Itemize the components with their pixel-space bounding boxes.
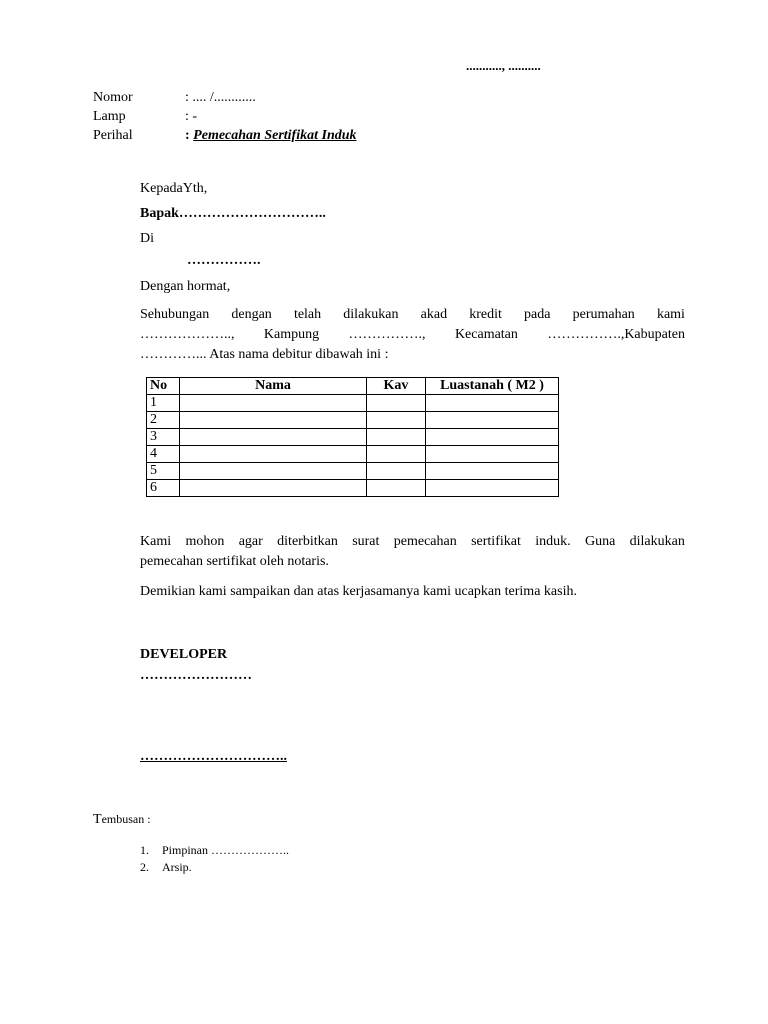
- developer-name-line: ……………………: [140, 668, 252, 683]
- thanks-sentence: Demikian kami sampaikan dan atas kerjasamanya kami ucapkan terima kasih.: [140, 584, 577, 599]
- row-number: 4: [147, 446, 180, 463]
- luas-cell: [426, 446, 559, 463]
- lamp-value: : -: [185, 109, 198, 124]
- luas-cell: [426, 395, 559, 412]
- word: …………….,Kabupaten: [547, 327, 685, 342]
- nama-cell: [180, 463, 367, 480]
- word: …………….,: [348, 327, 426, 342]
- nama-cell: [180, 480, 367, 497]
- kav-cell: [367, 395, 426, 412]
- word: dilakukan: [629, 534, 685, 549]
- intro-line-2: [140, 325, 685, 345]
- list-text: Pimpinan ………………..: [162, 843, 290, 857]
- kav-cell: [367, 463, 426, 480]
- word: perumahan: [572, 307, 635, 322]
- word: mohon: [185, 534, 225, 549]
- intro-paragraph: [140, 305, 685, 365]
- table-row: [147, 463, 559, 480]
- word: pemecahan: [393, 534, 457, 549]
- tembusan-first-letter: T: [93, 812, 102, 827]
- row-number: 6: [147, 480, 180, 497]
- word: dilakukan: [343, 307, 399, 322]
- closing-line-2: pemecahan sertifikat oleh notaris.: [140, 554, 329, 569]
- intro-line-3: …………... Atas nama debitur dibawah ini :: [140, 347, 389, 362]
- table-row: [147, 395, 559, 412]
- kav-cell: [367, 480, 426, 497]
- table-row: [147, 480, 559, 497]
- perihal-field: [185, 128, 357, 144]
- list-number: 1.: [140, 843, 149, 857]
- table-row: [147, 446, 559, 463]
- kav-cell: [367, 412, 426, 429]
- signature-line: …………………………..: [140, 749, 287, 764]
- column-header-no: No: [147, 378, 180, 395]
- column-header-nama: Nama: [180, 378, 367, 395]
- nama-cell: [180, 395, 367, 412]
- table-header-row: [147, 378, 559, 395]
- developer-title: DEVELOPER: [140, 647, 228, 662]
- table-row: [147, 429, 559, 446]
- column-header-luas-tanah: Luastanah ( M2 ): [426, 378, 559, 395]
- list-item: [140, 842, 289, 859]
- greeting: Dengan hormat,: [140, 279, 231, 294]
- list-text: Arsip.: [162, 860, 192, 874]
- row-number: 3: [147, 429, 180, 446]
- luas-cell: [426, 412, 559, 429]
- word: sertifikat: [471, 534, 521, 549]
- kav-cell: [367, 429, 426, 446]
- nomor-value: : .... /............: [185, 90, 256, 105]
- row-number: 5: [147, 463, 180, 480]
- closing-line-1: [140, 532, 685, 552]
- luas-cell: [426, 429, 559, 446]
- word: Kampung: [263, 327, 320, 342]
- salutation: KepadaYth,: [140, 181, 208, 196]
- word: dengan: [231, 307, 272, 322]
- recipient-place: …………….: [187, 253, 261, 268]
- tembusan-heading: [93, 812, 151, 828]
- table-row: [147, 412, 559, 429]
- column-header-kav: Kav: [367, 378, 426, 395]
- word: agar: [238, 534, 263, 549]
- list-item: [140, 859, 289, 876]
- word: akad: [420, 307, 448, 322]
- lamp-label: Lamp: [93, 109, 126, 124]
- luas-cell: [426, 463, 559, 480]
- word: pada: [524, 307, 551, 322]
- perihal-value: Pemecahan Sertifikat Induk: [193, 128, 357, 143]
- word: ………………..,: [140, 327, 235, 342]
- closing-paragraph: [140, 532, 685, 572]
- word: kami: [656, 307, 685, 322]
- word: induk.: [535, 534, 571, 549]
- perihal-colon: :: [185, 128, 190, 143]
- word: Kecamatan: [454, 327, 518, 342]
- nomor-label: Nomor: [93, 90, 133, 105]
- tembusan-rest: embusan :: [101, 812, 151, 826]
- word: telah: [293, 307, 322, 322]
- word: kredit: [469, 307, 502, 322]
- kav-cell: [367, 446, 426, 463]
- word: diterbitkan: [277, 534, 338, 549]
- list-number: 2.: [140, 860, 149, 874]
- cc-list: [140, 842, 289, 876]
- nama-cell: [180, 429, 367, 446]
- row-number: 1: [147, 395, 180, 412]
- nama-cell: [180, 446, 367, 463]
- recipient: Bapak…………………………..: [140, 206, 326, 221]
- di-label: Di: [140, 231, 154, 246]
- row-number: 2: [147, 412, 180, 429]
- word: Guna: [584, 534, 616, 549]
- debtor-table: [146, 377, 559, 497]
- nama-cell: [180, 412, 367, 429]
- luas-cell: [426, 480, 559, 497]
- word: Sehubungan: [140, 307, 210, 322]
- intro-line-1: [140, 305, 685, 325]
- word: surat: [352, 534, 380, 549]
- date-line: ..........., ..........: [466, 58, 541, 73]
- word: Kami: [140, 534, 172, 549]
- perihal-label: Perihal: [93, 128, 133, 143]
